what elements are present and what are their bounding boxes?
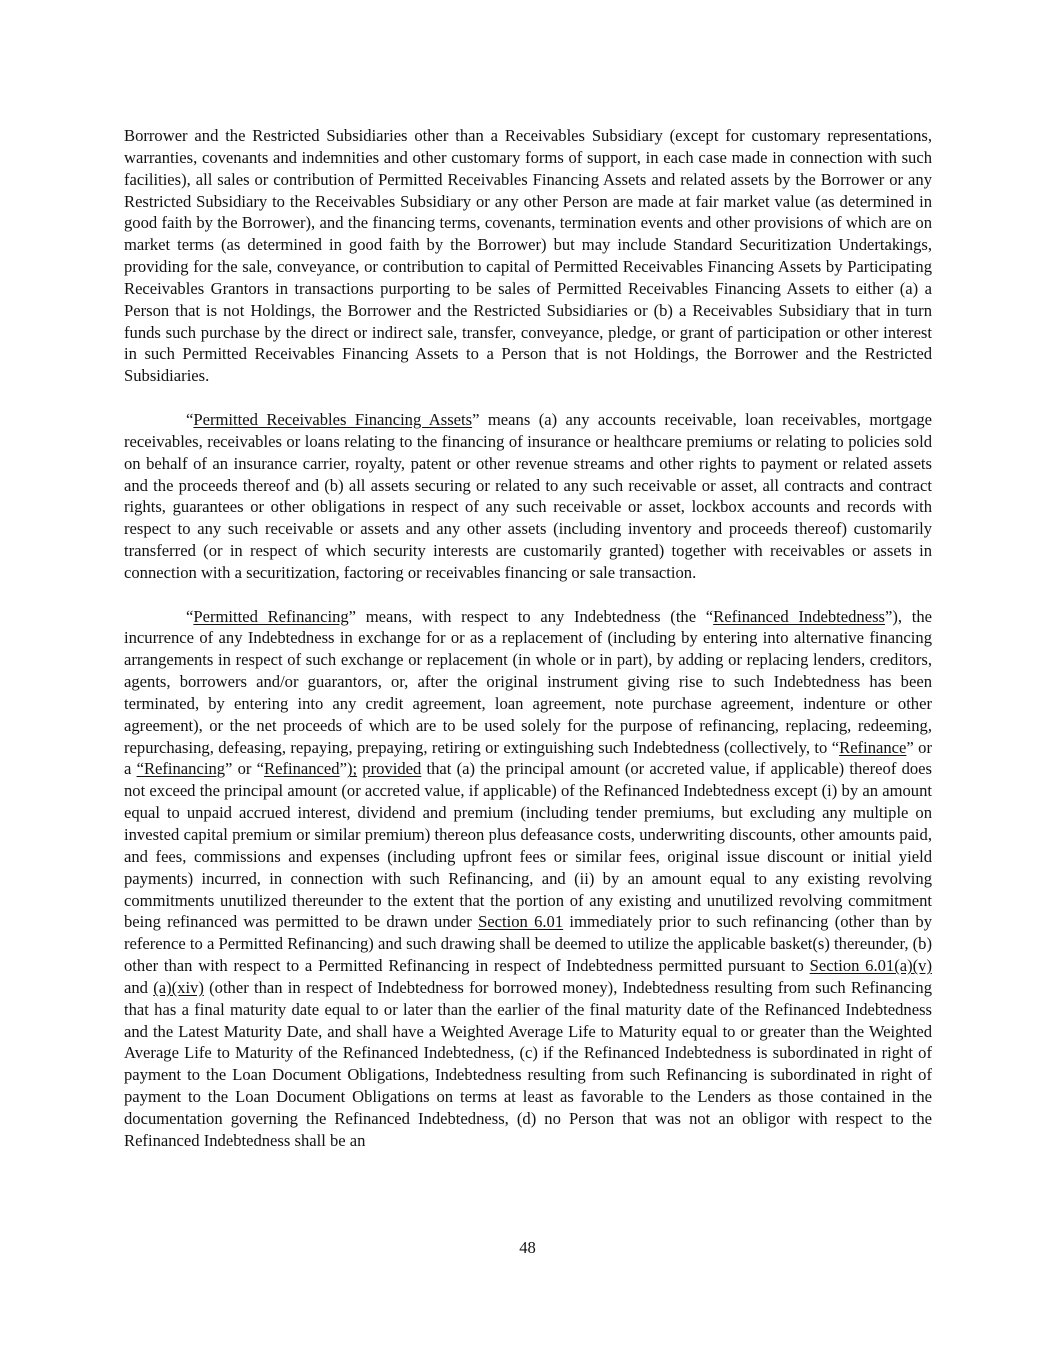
defined-term-refinanced: Refinanced — [264, 759, 340, 779]
underlined-punctuation: ); — [346, 759, 358, 779]
section-reference-a-xiv: (a)(xiv) — [153, 977, 204, 997]
open-quote: “ — [186, 606, 194, 626]
defined-term-refinancing: “Refinancing — [136, 759, 226, 779]
paragraph-permitted-refinancing — [124, 606, 932, 1152]
defined-term-refinance: Refinance — [839, 737, 907, 757]
paragraph-permitted-receivables-financing-assets — [124, 409, 932, 584]
defined-term-permitted-refinancing: Permitted Refinancing — [193, 606, 349, 626]
definition-text-3: ” or a — [124, 737, 932, 779]
definition-text-10: (other than in respect of Indebtedness for borrowed money), Indebtedness resulting from such Refinancing that has a final maturity date equal to or later than the earlier of the final maturity date of the Refinanced Indebtedness and the Latest Maturity Date, and shall have a Weighted Average Life to Maturity equal to or greater than the Weighted Average Life to Maturity of the Refinanced Indebtedness, (c) if the Refinanced Indebtedness is subordinated in right of payment to the Loan Document Obligations, Indebtedness resulting from such Refinancing is subordinated in right of payment to the Loan Document Obligations on terms at least as favorable to the Lenders as those contained in the documentation governing the Refinanced Indebtedness, (d) no Person that was not an obligor with respect to the Refinanced Indebtedness shall be an — [124, 977, 933, 1150]
section-reference-6-01: Section 6.01 — [478, 912, 564, 932]
proviso-term: provided — [362, 759, 422, 779]
definition-text-9: and — [124, 977, 154, 997]
section-reference-6-01-a-v: Section 6.01(a)(v) — [809, 956, 932, 976]
open-quote: “ — [186, 409, 194, 429]
definition-text-2: ”), the incurrence of any Indebtedness in exchange for or as a replacement of (including by entering into alternative financing arrangements in respect of such exchange or replacement (in whole or in part), by adding or replacing lenders, creditors, agents, borrowers and/or guarantors, or, after the original instrument giving rise to such Indebtedness has been terminated, by entering into any credit agreement, loan agreement, note purchase agreement, indenture or other agreement), or the net proceeds of which are to be used solely for the purpose of refinancing, replacing, redeeming, repurchasing, defeasing, repaying, prepaying, retiring or extinguishing such Indebtedness (collectively, to “ — [124, 606, 933, 757]
definition-text-7: that (a) the principal amount (or accreted value, if applicable) thereof does not exceed the principal amount (or accreted value, if applicable) of the Refinanced Indebtedness except (i) by an amount equal to unpaid accrued interest, dividend and premium (including tender premiums, but excluding any multiple on invested capital premium or similar premium) thereon plus defeasance costs, underwriting discounts, other amounts paid, and fees, commissions and expenses (including upfront fees or similar fees, original issue discount or initial yield payments) incurred, in connection with such Refinancing, and (ii) by an amount equal to any existing revolving commitments unutilized thereunder to the extent that the portion of any existing and unutilized revolving commitment being refinanced was permitted to be drawn under — [124, 759, 932, 932]
defined-term-permitted-receivables-financing-assets: Permitted Receivables Financing Assets — [193, 409, 473, 429]
paragraph-receivables-facility-continued: Borrower and the Restricted Subsidiaries other than a Receivables Subsidiary (except for customary representations, warranties, covenants and indemnities and other customary forms of support, in each case made in connection with such facilities), all sales or contribution of Permitted Receivables Financing Assets and related assets by the Borrower or any Restricted Subsidiary to the Receivables Subsidiary or any other Person are made at fair market value (as determined in good faith by the Borrower), and the financing terms, covenants, termination events and other provisions of which are on market terms (as determined in good faith by the Borrower) but may include Standard Securitization Undertakings, providing for the sale, conveyance, or contribution to capital of Permitted Receivables Financing Assets by Participating Receivables Grantors in transactions purporting to be sales of Permitted Receivables Financing Assets to either (a) a Person that is not Holdings, the Borrower and the Restricted Subsidiaries or (b) a Receivables Subsidiary that in turn funds such purchase by the direct or indirect sale, transfer, conveyance, pledge, or grant of participation or other interest in such Permitted Receivables Financing Assets to a Person that is not Holdings, the Borrower and the Restricted Subsidiaries. — [124, 126, 932, 386]
definition-text-1: ” means, with respect to any Indebtedness (the “ — [348, 606, 714, 626]
page-number: 48 — [519, 1238, 536, 1257]
defined-term-refinanced-indebtedness: Refinanced Indebtedness — [713, 606, 886, 626]
definition-text: ” means (a) any accounts receivable, loan receivables, mortgage receivables, receivables or loans relating to the financing of insurance or healthcare premiums or relating to policies sold on behalf of an insurance carrier, royalty, patent or other revenue streams and other rights to payment or related assets and the proceeds thereof and (b) all assets securing or related to any such receivable or asset, all contracts and contract rights, guarantees or other obligations in respect of any such receivable or asset, lockbox accounts and records with respect to any such receivable or assets and any other assets (including inventory and proceeds thereof) customarily transferred (or in respect of which security interests are customarily granted) together with receivables or assets in connection with a securitization, factoring or receivables financing or sale transaction. — [124, 409, 932, 582]
definition-text-8: immediately prior to such refinancing (other than by reference to a Permitted Refinancing) and such drawing shall be deemed to utilize the applicable basket(s) thereunder, (b) other than with respect to a Permitted Refinancing in respect of Indebtedness permitted pursuant to — [124, 912, 932, 976]
definition-text-4: ” or “ — [225, 759, 265, 779]
document-page — [124, 125, 932, 1152]
definition-text-5: ” — [339, 759, 347, 779]
